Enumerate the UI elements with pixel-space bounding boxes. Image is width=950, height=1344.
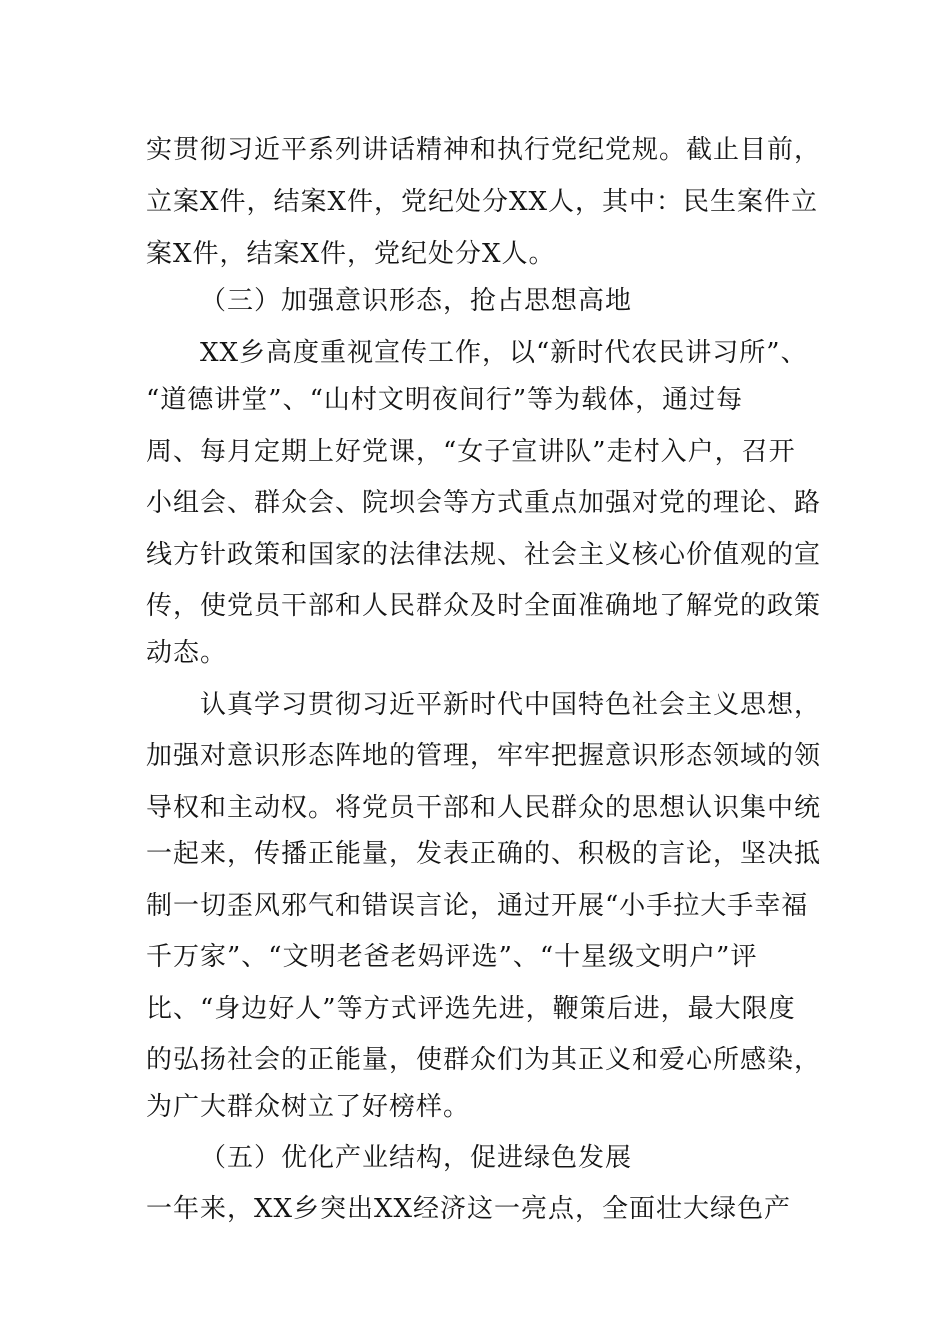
paragraph-first-line: 一年来，XX乡突出XX经济这一亮点，全面壮大绿色产 bbox=[146, 1194, 792, 1224]
body-text-line: “道德讲堂”、“山村文明夜间行”等为载体，通过每 bbox=[146, 385, 744, 415]
body-text-line: 案X件，结案X件，党纪处分X人。 bbox=[146, 239, 556, 269]
body-text-line: 线方针政策和国家的法律法规、社会主义核心价值观的宣 bbox=[146, 540, 822, 570]
body-text-line: 加强对意识形态阵地的管理，牢牢把握意识形态领域的领 bbox=[146, 741, 822, 771]
body-text-line: 实贯彻习近平系列讲话精神和执行党纪党规。截止目前， bbox=[146, 135, 822, 165]
body-text-line: 立案X件，结案X件，党纪处分XX人，其中：民生案件立 bbox=[146, 187, 819, 217]
body-text-line: 千万家”、“文明老爸老妈评选”、“十星级文明户”评 bbox=[146, 942, 758, 972]
paragraph-first-line: 认真学习贯彻习近平新时代中国特色社会主义思想， bbox=[200, 690, 822, 720]
section-heading: （三）加强意识形态，抢占思想高地 bbox=[200, 286, 633, 316]
body-text-line: 小组会、群众会、院坝会等方式重点加强对党的理论、路 bbox=[146, 488, 822, 518]
body-text-line: 一起来，传播正能量，发表正确的、积极的言论，坚决抵 bbox=[146, 839, 822, 869]
body-text-line: 导权和主动权。将党员干部和人民群众的思想认识集中统 bbox=[146, 793, 822, 823]
body-text-line: 周、每月定期上好党课，“女子宣讲队”走村入户，召开 bbox=[146, 437, 796, 467]
body-text-line: 制一切歪风邪气和错误言论，通过开展“小手拉大手幸福 bbox=[146, 891, 809, 921]
body-text-line: 的弘扬社会的正能量，使群众们为其正义和爱心所感染， bbox=[146, 1045, 822, 1075]
body-text-line: 比、“身边好人”等方式评选先进，鞭策后进，最大限度 bbox=[146, 994, 796, 1024]
section-heading: （五）优化产业结构，促进绿色发展 bbox=[200, 1143, 633, 1173]
body-text-line: 传，使党员干部和人民群众及时全面准确地了解党的政策 bbox=[146, 591, 822, 621]
body-text-line: 为广大群众树立了好榜样。 bbox=[146, 1092, 471, 1122]
body-text-line: 动态。 bbox=[146, 638, 228, 668]
paragraph-first-line: XX乡高度重视宣传工作，以“新时代农民讲习所”、 bbox=[200, 338, 808, 368]
